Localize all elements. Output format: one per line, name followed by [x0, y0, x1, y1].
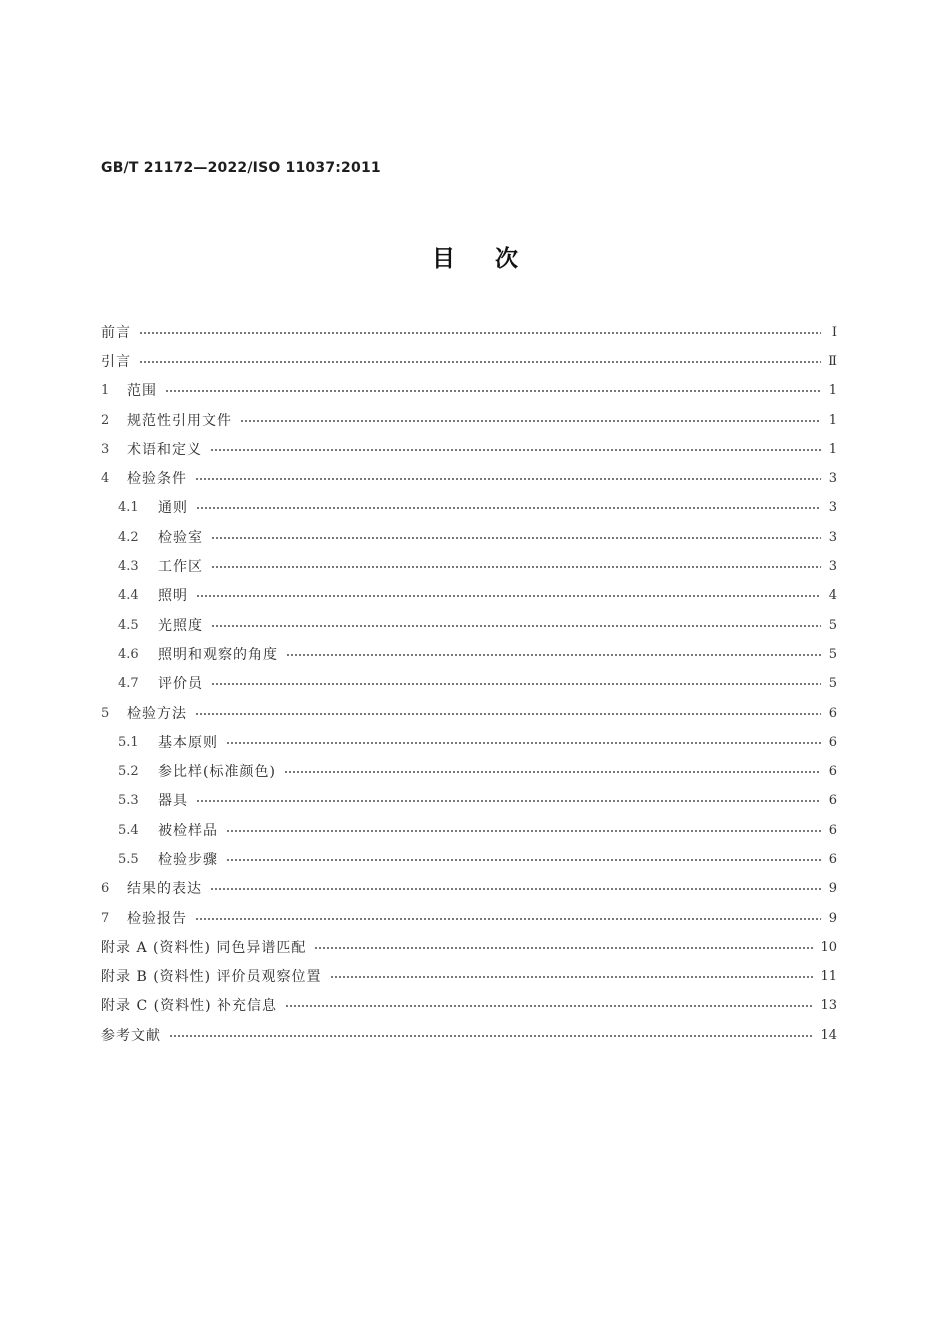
toc-entry[interactable]: [101, 435, 837, 464]
toc-entry[interactable]: [101, 611, 837, 640]
toc-entry[interactable]: [101, 494, 837, 523]
toc-entry-page: 3: [828, 529, 837, 545]
toc-entry-number: 5.3: [118, 793, 139, 809]
toc-entry-number: 5.4: [118, 822, 139, 838]
dot-leader: [211, 621, 821, 631]
toc-entry-number: 4.3: [118, 559, 139, 575]
toc-entry-page: 4: [828, 588, 837, 604]
dot-leader: [196, 591, 821, 601]
toc-entry-label: 附录 A (资料性) 同色异谱匹配: [101, 939, 307, 956]
toc-entry-label: 通则: [158, 500, 188, 517]
toc-entry-label: 前言: [101, 324, 131, 341]
toc-entry[interactable]: [101, 963, 837, 992]
toc-entry-label: 术语和定义: [127, 441, 202, 458]
toc-entry-number: 5.1: [118, 734, 139, 750]
toc-entry-label: 工作区: [158, 559, 203, 576]
toc-entry[interactable]: [101, 318, 837, 347]
toc-entry-page: 11: [820, 969, 837, 985]
toc-entry-number: 5.5: [118, 851, 139, 867]
toc-entry-label: 附录 C (资料性) 补充信息: [101, 998, 277, 1015]
dot-leader: [196, 796, 821, 806]
toc-entry-page: 5: [828, 646, 837, 662]
toc-entry-number: 4: [101, 471, 110, 487]
toc-entry[interactable]: [101, 377, 837, 406]
dot-leader: [285, 1001, 814, 1011]
toc-entry-page: Ⅰ: [831, 324, 837, 340]
toc-entry-label: 检验室: [158, 529, 203, 546]
toc-entry-label: 检验步骤: [158, 851, 218, 868]
toc-entry-page: 6: [828, 793, 837, 809]
table-of-contents: [101, 318, 837, 1050]
toc-entry-label: 结果的表达: [127, 881, 202, 898]
toc-entry-page: 10: [820, 939, 837, 955]
dot-leader: [165, 386, 821, 396]
toc-entry-number: 7: [101, 910, 110, 926]
toc-entry-label: 范围: [127, 383, 157, 400]
toc-entry-label: 评价员: [158, 676, 203, 693]
document-header: [101, 160, 381, 176]
dot-leader: [226, 826, 821, 836]
toc-entry-page: 14: [820, 1027, 837, 1043]
toc-entry-number: 4.4: [118, 588, 139, 604]
toc-entry[interactable]: [101, 787, 837, 816]
toc-entry-label: 附录 B (资料性) 评价员观察位置: [101, 969, 322, 986]
dot-leader: [211, 562, 821, 572]
toc-entry-label: 规范性引用文件: [127, 412, 232, 429]
dot-leader: [195, 474, 821, 484]
toc-entry-page: 6: [828, 764, 837, 780]
toc-entry-page: 3: [828, 559, 837, 575]
dot-leader: [169, 1031, 814, 1041]
dot-leader: [195, 709, 821, 719]
dot-leader: [284, 767, 821, 777]
dot-leader: [139, 328, 821, 338]
toc-entry-page: 5: [828, 676, 837, 692]
toc-entry[interactable]: [101, 1021, 837, 1050]
dot-leader: [286, 650, 821, 660]
toc-entry-number: 4.2: [118, 529, 139, 545]
dot-leader: [211, 533, 821, 543]
toc-entry-page: 9: [828, 910, 837, 926]
toc-entry[interactable]: [101, 816, 837, 845]
toc-entry-number: 1: [101, 383, 110, 399]
toc-entry-page: 6: [828, 734, 837, 750]
toc-entry-label: 参比样(标准颜色): [158, 764, 276, 781]
toc-entry-label: 基本原则: [158, 734, 218, 751]
toc-entry-label: 器具: [158, 793, 188, 810]
toc-entry-label: 检验条件: [127, 471, 187, 488]
toc-entry-number: 5.2: [118, 764, 139, 780]
toc-entry-label: 照明和观察的角度: [158, 646, 278, 663]
toc-entry-number: 4.7: [118, 676, 139, 692]
toc-entry[interactable]: [101, 699, 837, 728]
toc-entry-label: 被检样品: [158, 822, 218, 839]
toc-entry-page: 6: [828, 822, 837, 838]
dot-leader: [211, 679, 821, 689]
toc-entry-page: 1: [828, 441, 837, 457]
toc-entry[interactable]: [101, 552, 837, 581]
dot-leader: [314, 943, 814, 953]
standard-code: GB/T 21172—2022/ISO 11037:2011: [101, 160, 381, 176]
toc-entry[interactable]: [101, 728, 837, 757]
dot-leader: [139, 357, 821, 367]
toc-entry[interactable]: [101, 875, 837, 904]
toc-entry[interactable]: [101, 406, 837, 435]
dot-leader: [210, 445, 821, 455]
toc-entry[interactable]: [101, 347, 837, 376]
toc-entry[interactable]: [101, 845, 837, 874]
toc-entry-label: 参考文献: [101, 1027, 161, 1044]
toc-entry[interactable]: [101, 670, 837, 699]
toc-entry-number: 4.5: [118, 617, 139, 633]
dot-leader: [196, 503, 821, 513]
dot-leader: [195, 914, 821, 924]
toc-entry-page: 3: [828, 471, 837, 487]
toc-entry-page: 6: [828, 705, 837, 721]
toc-entry-page: 1: [828, 412, 837, 428]
toc-entry-page: 1: [828, 383, 837, 399]
toc-entry[interactable]: [101, 582, 837, 611]
dot-leader: [210, 884, 821, 894]
toc-entry[interactable]: [101, 640, 837, 669]
toc-entry-page: 9: [828, 881, 837, 897]
dot-leader: [330, 972, 815, 982]
toc-entry-number: 5: [101, 705, 110, 721]
toc-entry-label: 检验报告: [127, 910, 187, 927]
toc-entry-label: 照明: [158, 588, 188, 605]
dot-leader: [226, 738, 821, 748]
dot-leader: [240, 416, 821, 426]
toc-entry-label: 引言: [101, 353, 131, 370]
toc-entry[interactable]: [101, 992, 837, 1021]
toc-entry-number: 4.6: [118, 646, 139, 662]
toc-entry-label: 检验方法: [127, 705, 187, 722]
toc-entry-number: 2: [101, 412, 110, 428]
toc-entry-label: 光照度: [158, 617, 203, 634]
toc-entry-number: 6: [101, 881, 110, 897]
page-title: 目次: [432, 246, 558, 272]
toc-entry[interactable]: [101, 904, 837, 933]
toc-entry[interactable]: [101, 523, 837, 552]
toc-entry-number: 4.1: [118, 500, 139, 516]
dot-leader: [226, 855, 821, 865]
toc-entry[interactable]: [101, 757, 837, 786]
toc-entry[interactable]: [101, 464, 837, 493]
toc-entry-page: 3: [828, 500, 837, 516]
toc-entry[interactable]: [101, 933, 837, 962]
toc-entry-page: Ⅱ: [828, 353, 837, 369]
toc-entry-page: 6: [828, 851, 837, 867]
toc-entry-number: 3: [101, 441, 110, 457]
toc-entry-page: 5: [828, 617, 837, 633]
toc-entry-page: 13: [820, 998, 837, 1014]
